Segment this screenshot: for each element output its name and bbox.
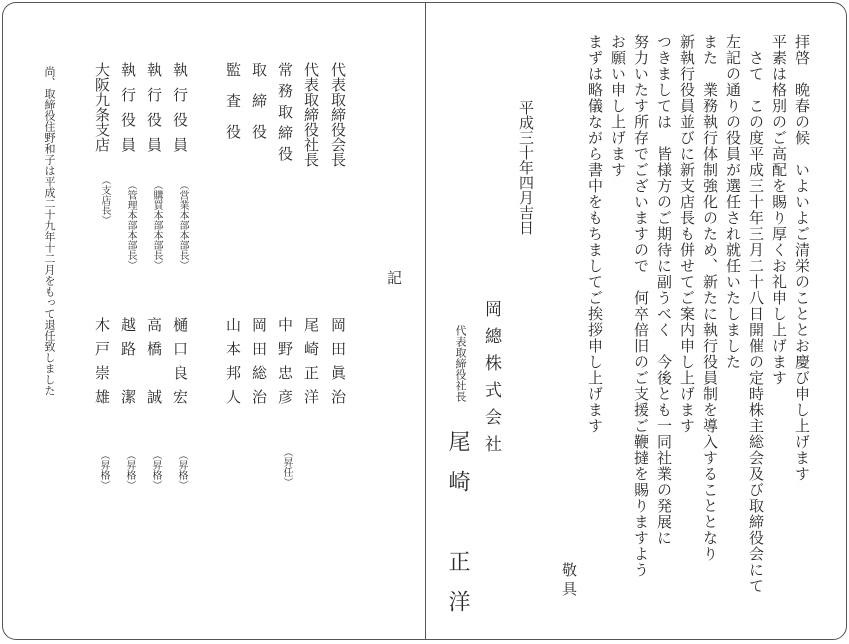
officer-row — [225, 62, 247, 502]
closing-keigu: 敬具 — [560, 562, 578, 600]
officer-note: （昇任） — [281, 447, 292, 487]
greeting-line: 平素は格別のご高配を賜り厚くお礼申し上げます — [770, 34, 788, 386]
officer-title: 代表取締役会長 — [329, 62, 347, 167]
greeting-line: お願い申し上げます — [609, 34, 627, 178]
officer-title: 執行役員 — [171, 62, 189, 162]
officer-dept: （購買本部本部長） — [151, 180, 162, 270]
officer-dept: （支店長） — [99, 175, 110, 225]
officer-note: （昇格） — [150, 450, 161, 490]
officer-row — [330, 62, 352, 502]
officer-note: （昇格） — [124, 450, 135, 490]
greeting-line: 拝啓 晩春の候 いよいよご清栄のこととお慶び申し上げます — [793, 34, 811, 482]
officer-row — [277, 62, 299, 502]
officer-name: 木戸崇雄 — [93, 317, 111, 413]
officer-row — [172, 62, 194, 502]
greeting-line: 努力いたす所存でございますので 何卒倍旧のご支援ご鞭撻を賜りますよう — [632, 34, 650, 578]
greeting-line: まずは略儀ながら書中をもちましてご挨拶申し上げます — [586, 34, 604, 434]
officer-name: 樋口良宏 — [171, 317, 189, 413]
officer-title: 代表取締役社長 — [302, 62, 320, 167]
officer-title: 常務取締役 — [276, 62, 294, 167]
officer-row — [303, 62, 325, 502]
officer-name: 中野忠彦 — [276, 317, 294, 413]
greeting-line: つきましては 皆様方のご期待に副うべく 今後とも一同社業の発展に — [655, 34, 673, 546]
page-fold — [425, 2, 426, 640]
greeting-line: 左記の通りの役員が選任され就任いたしました — [724, 34, 742, 370]
greeting-line: さて この度平成三十年三月二十八日開催の定時株主総会及び取締役会にて — [747, 34, 765, 594]
officer-name: 越路 潔 — [119, 317, 137, 413]
officer-title: 取締役 — [250, 62, 268, 155]
officer-row — [94, 62, 116, 502]
officer-name: 尾崎正洋 — [302, 317, 320, 413]
officer-name: 高橋 誠 — [145, 317, 163, 413]
officer-dept: （管理本部本部長） — [125, 180, 136, 270]
company-name: 岡總株式会社 — [481, 300, 501, 462]
officer-name: 山本邦人 — [224, 317, 242, 413]
greeting-line: また 業務執行体制強化のため、新たに執行役員制を導入することとなり — [701, 34, 719, 562]
officer-title: 執行役員 — [119, 62, 137, 162]
officer-dept: （営業本部本部長） — [177, 180, 188, 270]
officer-row — [120, 62, 142, 502]
greeting-line: 新執行役員並びに新支店長も併せてご案内申し上げます — [678, 34, 696, 434]
officer-note: （昇格） — [98, 450, 109, 490]
officer-row — [146, 62, 168, 502]
ki-marker: 記 — [385, 270, 403, 285]
retirement-note: 尚、取締役住野和子は平成二十九年十二月をもって退任致しました — [43, 66, 56, 396]
officer-name: 岡田総治 — [250, 317, 268, 413]
officer-name: 岡田眞治 — [329, 317, 347, 413]
officer-title: 大阪九条支店 — [93, 62, 111, 152]
left-page — [2, 2, 426, 640]
ceo-title: 代表取締役社長 — [454, 325, 467, 402]
officer-row — [251, 62, 273, 502]
letter-date: 平成三十年四月吉日 — [517, 100, 535, 235]
ceo-name: 尾崎 正洋 — [445, 430, 470, 630]
officer-title: 執行役員 — [145, 62, 163, 162]
officer-title: 監査役 — [224, 62, 242, 155]
officer-note: （昇格） — [176, 450, 187, 490]
